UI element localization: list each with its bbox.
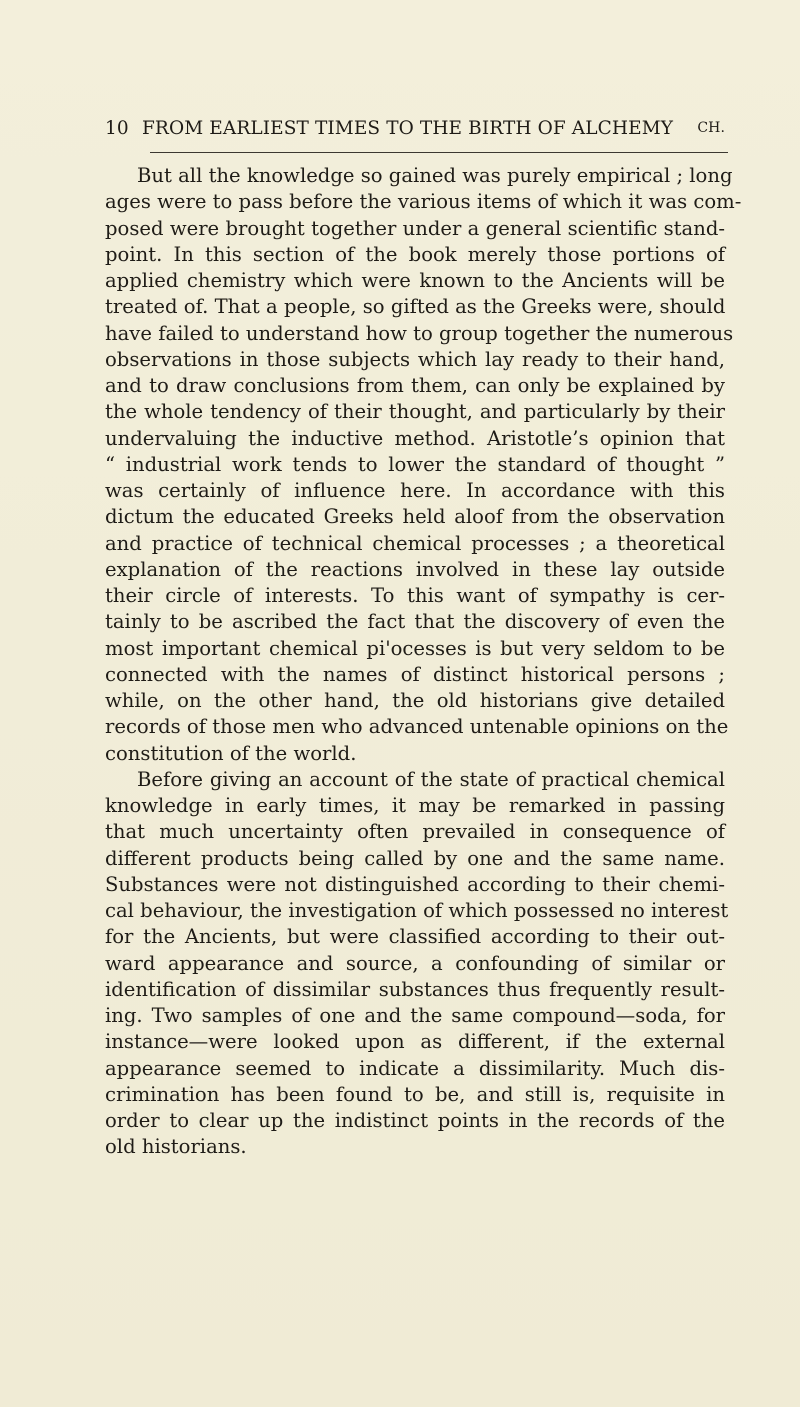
text-line: tainly to be ascribed the fact that the discovery of even the <box>105 610 725 634</box>
running-head <box>105 118 725 140</box>
running-head-title: FROM EARLIEST TIMES TO THE BIRTH OF ALCHEMY <box>142 118 674 139</box>
text-line: “ industrial work tends to lower the standard of thought ” <box>105 452 725 476</box>
text-line: ages were to pass before the various items of which it was com- <box>105 190 742 214</box>
text-line: records of those men who advanced untenable opinions on the <box>105 715 729 739</box>
text-line: appearance seemed to indicate a dissimilarity. Much dis- <box>105 1056 725 1080</box>
text-line: treated of. That a people, so gifted as the Greeks were, should <box>105 295 726 319</box>
text-line: identification of dissimilar substances thus frequently result- <box>105 977 725 1001</box>
text-line: cal behaviour, the investigation of which possessed no interest <box>105 899 729 922</box>
text-line: undervaluing the inductive method. Aristotle’s opinion that <box>105 426 725 450</box>
text-line: dictum the educated Greeks held aloof from the observation <box>105 505 725 529</box>
text-line: while, on the other hand, the old historians give detailed <box>105 689 725 712</box>
text-line: crimination has been found to be, and still is, requisite in <box>105 1082 725 1106</box>
text-line: constitution of the world. <box>105 741 357 765</box>
text-line: Substances were not distinguished according to their chemi- <box>105 872 725 896</box>
text-line: their circle of interests. To this want of sympathy is cer- <box>105 584 725 607</box>
text-line: instance—were looked upon as different, if the external <box>105 1030 725 1054</box>
text-line: and practice of technical chemical processes ; a theoretical <box>105 531 725 555</box>
text-line: applied chemistry which were known to the Ancients will be <box>105 269 725 292</box>
header-rule <box>150 152 728 153</box>
text-line: old historians. <box>105 1135 247 1159</box>
text-line: posed were brought together under a general scientific stand- <box>105 216 725 240</box>
text-line: connected with the names of distinct historical persons ; <box>105 662 725 686</box>
text-line: ing. Two samples of one and the same compound—soda, for <box>105 1004 725 1027</box>
text-line: ward appearance and source, a confounding of similar or <box>105 951 725 975</box>
text-line: point. In this section of the book merely those portions of <box>105 242 725 266</box>
text-line: most important chemical pi'ocesses is but very seldom to be <box>105 636 725 660</box>
text-line: observations in those subjects which lay ready to their hand, <box>105 347 725 371</box>
text-line: explanation of the reactions involved in these lay outside <box>105 557 725 581</box>
page-number: 10 <box>105 118 129 139</box>
text-line: different products being called by one and the same name. <box>105 846 725 870</box>
text-line: But all the knowledge so gained was purely empirical ; long <box>137 164 733 187</box>
text-line: and to draw conclusions from them, can only be explained by <box>105 374 725 397</box>
text-line: for the Ancients, but were classified according to their out- <box>105 925 725 949</box>
body-text <box>105 163 742 1161</box>
text-line: was certainly of influence here. In accordance with this <box>105 479 725 502</box>
chapter-mark: CH. <box>697 120 725 136</box>
text-line: order to clear up the indistinct points in the records of the <box>105 1109 725 1132</box>
text-line: the whole tendency of their thought, and particularly by their <box>105 400 725 424</box>
text-line: knowledge in early times, it may be remarked in passing <box>105 794 725 817</box>
text-line: that much uncertainty often prevailed in consequence of <box>105 820 725 844</box>
text-line: Before giving an account of the state of practical chemical <box>137 767 725 791</box>
text-line: have failed to understand how to group together the numerous <box>105 321 734 345</box>
